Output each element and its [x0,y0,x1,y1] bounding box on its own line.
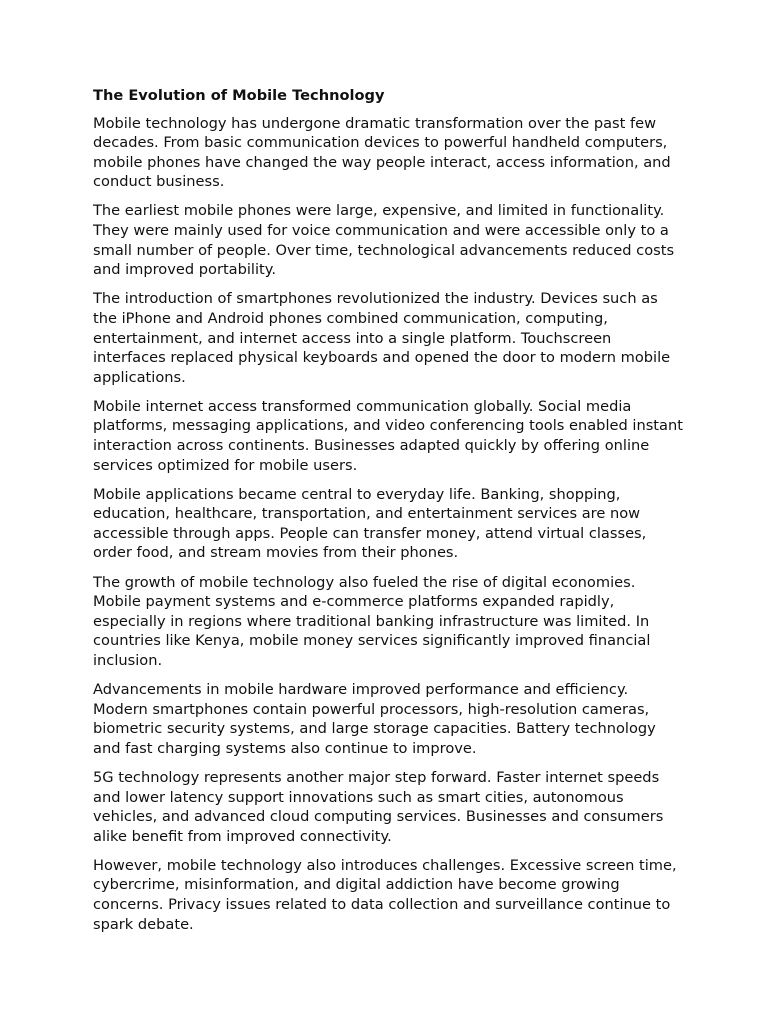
paragraph-7: Advancements in mobile hardware improved performance and efficiency. Modern smartphones contain powerful processors, high-resolution cameras, biometric security systems, and large storage capacities. Battery technology and fast charging systems also continue to improve. [93,681,656,757]
paragraph-6: The growth of mobile technology also fueled the rise of digital economies. Mobile payment systems and e-commerce platforms expanded rapidly, especially in regions where traditional banking infrastructure was limited. In countries like Kenya, mobile money services significantly improved financial inclusion. [93,573,651,669]
paragraph-3: The introduction of smartphones revolutionized the industry. Devices such as the iPhone and Android phones combined communication, computing, entertainment, and internet access into a single platform. Touchscreen interfaces replaced physical keyboards and opened the door to modern mobile applications. [93,290,671,386]
paragraph-5: Mobile applications became central to everyday life. Banking, shopping, education, healthcare, transportation, and entertainment services are now accessible through apps. People can transfer money, attend virtual classes, order food, and stream movies from their phones. [93,485,647,562]
paragraph-8: 5G technology represents another major step forward. Faster internet speeds and lower latency support innovations such as smart cities, autonomous vehicles, and advanced cloud computing services. Businesses and consumers alike benefit from improved connectivity. [93,768,664,845]
document-page [93,86,683,944]
paragraph-1: Mobile technology has undergone dramatic transformation over the past few decades. From basic communication devices to powerful handheld computers, mobile phones have changed the way people interact, access information, and conduct business. [93,114,671,191]
paragraph-4: Mobile internet access transformed communication globally. Social media platforms, messaging applications, and video conferencing tools enabled instant interaction across continents. Businesses adapted quickly by offering online services optimized for mobile users. [93,397,683,474]
paragraph-9: However, mobile technology also introduces challenges. Excessive screen time, cybercrime, misinformation, and digital addiction have become growing concerns. Privacy issues related to data collection and surveillance continue to spark debate. [93,856,677,933]
document-title: The Evolution of Mobile Technology [93,87,385,104]
paragraph-2: The earliest mobile phones were large, expensive, and limited in functionality. They were mainly used for voice communication and were accessible only to a small number of people. Over time, technological advancements reduced costs and improved portability. [93,202,675,279]
